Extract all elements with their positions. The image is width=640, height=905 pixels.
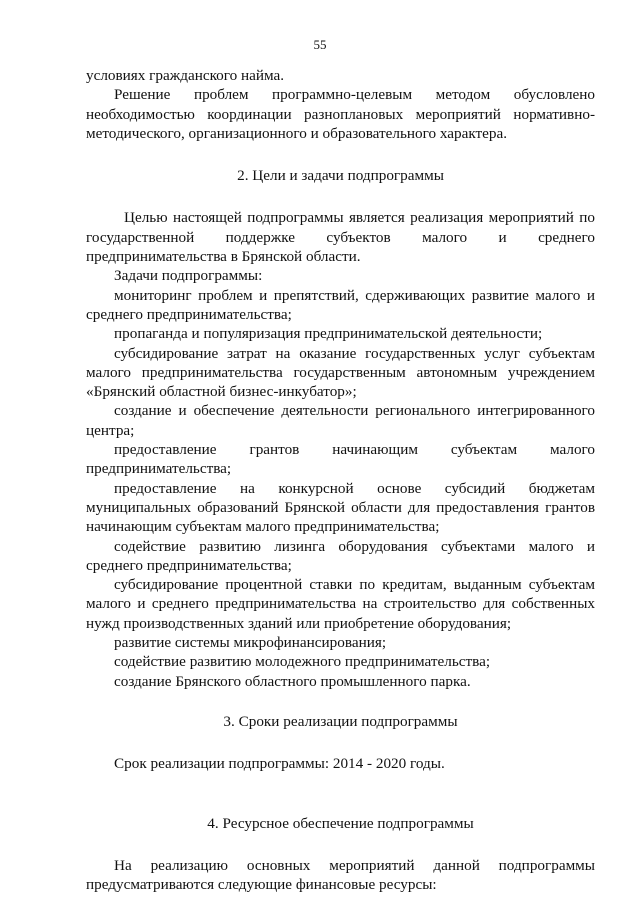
task-item: субсидирование затрат на оказание государственных услуг субъектам малого предпринимательства государственным автономным учреждением «Брянский областной бизнес-инкубатор»; [86,344,595,401]
task-item: содействие развитию молодежного предпринимательства; [114,653,491,671]
intro-line: условиях гражданского найма. [86,67,285,84]
section-3-heading: 3. Сроки реализации подпрограммы [223,712,458,730]
section-4-heading: 4. Ресурсное обеспечение подпрограммы [207,814,474,832]
term-paragraph: Срок реализации подпрограммы: 2014 - 2020 годы. [114,755,445,773]
task-item: создание Брянского областного промышленного парка. [114,672,471,690]
goal-paragraph: Целью настоящей подпрограммы является реализация мероприятий по государственной поддержке субъектов малого и среднего предпринимательства в Брянской области. [86,209,595,266]
task-item: мониторинг проблем и препятствий, сдерживающих развитие малого и среднего предпринимательства; [86,286,595,323]
task-item: субсидирование процентной ставки по кредитам, выданным субъектам малого и среднего предпринимательства на строительство для собственных нужд производственных зданий или приобретение оборудования; [86,576,595,632]
page-number: 55 [313,37,327,52]
task-item: пропаганда и популяризация предпринимательской деятельности; [114,325,543,343]
task-item: создание и обеспечение деятельности регионального интегрированного центра; [86,402,595,439]
intro-paragraph: Решение проблем программно-целевым методом обусловлено необходимостью координации разноплановых мероприятий нормативно-методического, организационного и образовательного характера. [86,86,595,142]
resources-paragraph: На реализацию основных мероприятий данной подпрограммы предусматриваются следующие финансовые ресурсы: [86,856,595,894]
tasks-title: Задачи подпрограммы: [114,267,263,285]
page-body [86,66,595,894]
task-item: содействие развитию лизинга оборудования субъектами малого и среднего предпринимательства; [86,537,595,574]
task-item: предоставление на конкурсной основе субсидий бюджетам муниципальных образований Брянской области для предоставления грантов начинающим субъектам малого предпринимательства; [86,479,595,536]
task-item: предоставление грантов начинающим субъектам малого предпринимательства; [86,441,595,478]
section-2-heading: 2. Цели и задачи подпрограммы [237,167,444,185]
task-item: развитие системы микрофинансирования; [114,634,387,652]
